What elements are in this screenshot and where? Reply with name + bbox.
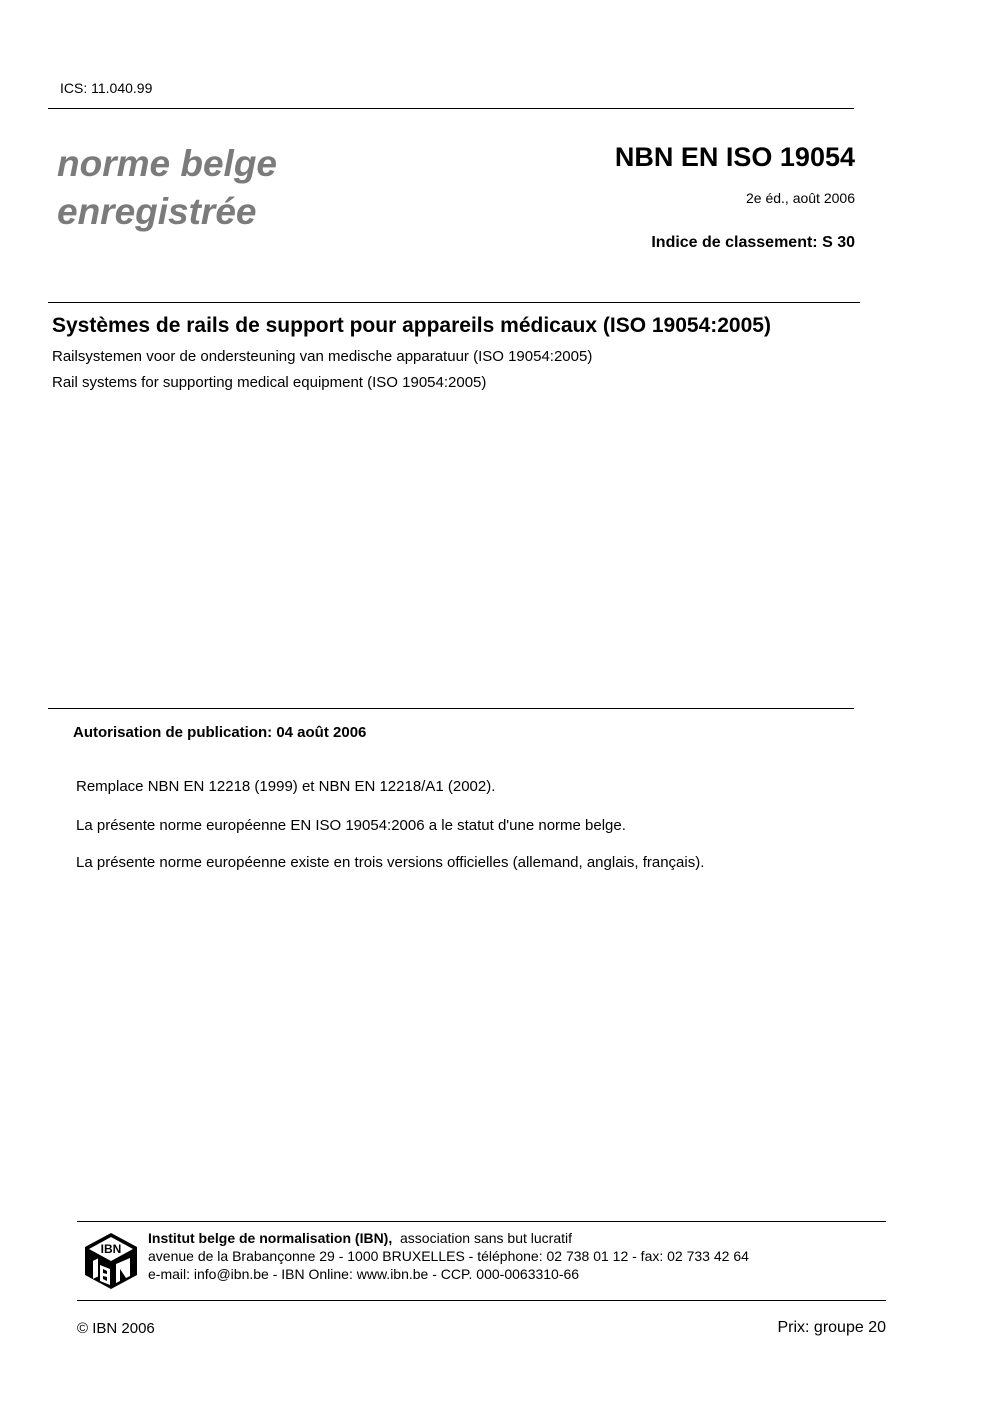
brand-line-1: norme belge — [57, 143, 277, 184]
edition: 2e éd., août 2006 — [746, 190, 855, 206]
title-english: Rail systems for supporting medical equipment (ISO 19054:2005) — [52, 374, 487, 391]
institute-contact: e-mail: info@ibn.be - IBN Online: www.ibn.be - CCP. 000-0063310-66 — [148, 1266, 580, 1282]
ics-code: ICS: 11.040.99 — [60, 80, 153, 96]
status-note: La présente norme européenne EN ISO 19054:2006 a le statut d'une norme belge. — [76, 817, 626, 834]
ibn-logo-icon — [82, 1231, 140, 1289]
institute-name: Institut belge de normalisation (IBN), — [148, 1230, 393, 1246]
footer-top-divider — [77, 1221, 886, 1222]
standard-id: NBN EN ISO 19054 — [614, 142, 855, 172]
title-french: Systèmes de rails de support pour appareils médicaux (ISO 19054:2005) — [52, 314, 771, 337]
versions-note: La présente norme européenne existe en trois versions officielles (allemand, anglais, français). — [76, 854, 705, 871]
title-dutch: Railsystemen voor de ondersteuning van medische apparatuur (ISO 19054:2005) — [52, 348, 593, 365]
body-divider — [48, 708, 854, 709]
institute-address: avenue de la Brabançonne 29 - 1000 BRUXELLES - téléphone: 02 738 01 12 - fax: 02 733 42 64 — [148, 1248, 749, 1264]
brand-line-2: enregistrée — [57, 191, 257, 232]
publication-authorization: Autorisation de publication: 04 août 2006 — [73, 724, 367, 741]
institute-line-1 — [148, 1229, 749, 1247]
logo-letter-i: IBN — [100, 1242, 122, 1256]
classification-index: Indice de classement: S 30 — [651, 234, 855, 251]
brand-title — [57, 140, 377, 236]
replaces-note: Remplace NBN EN 12218 (1999) et NBN EN 12218/A1 (2002). — [76, 778, 496, 795]
institute-type: association sans but lucratif — [400, 1230, 572, 1246]
copyright: © IBN 2006 — [77, 1320, 155, 1337]
institute-block — [148, 1229, 749, 1283]
header-divider — [48, 108, 854, 109]
price-group: Prix: groupe 20 — [777, 1319, 886, 1336]
footer-bottom-divider — [77, 1300, 886, 1301]
title-divider — [48, 302, 860, 303]
